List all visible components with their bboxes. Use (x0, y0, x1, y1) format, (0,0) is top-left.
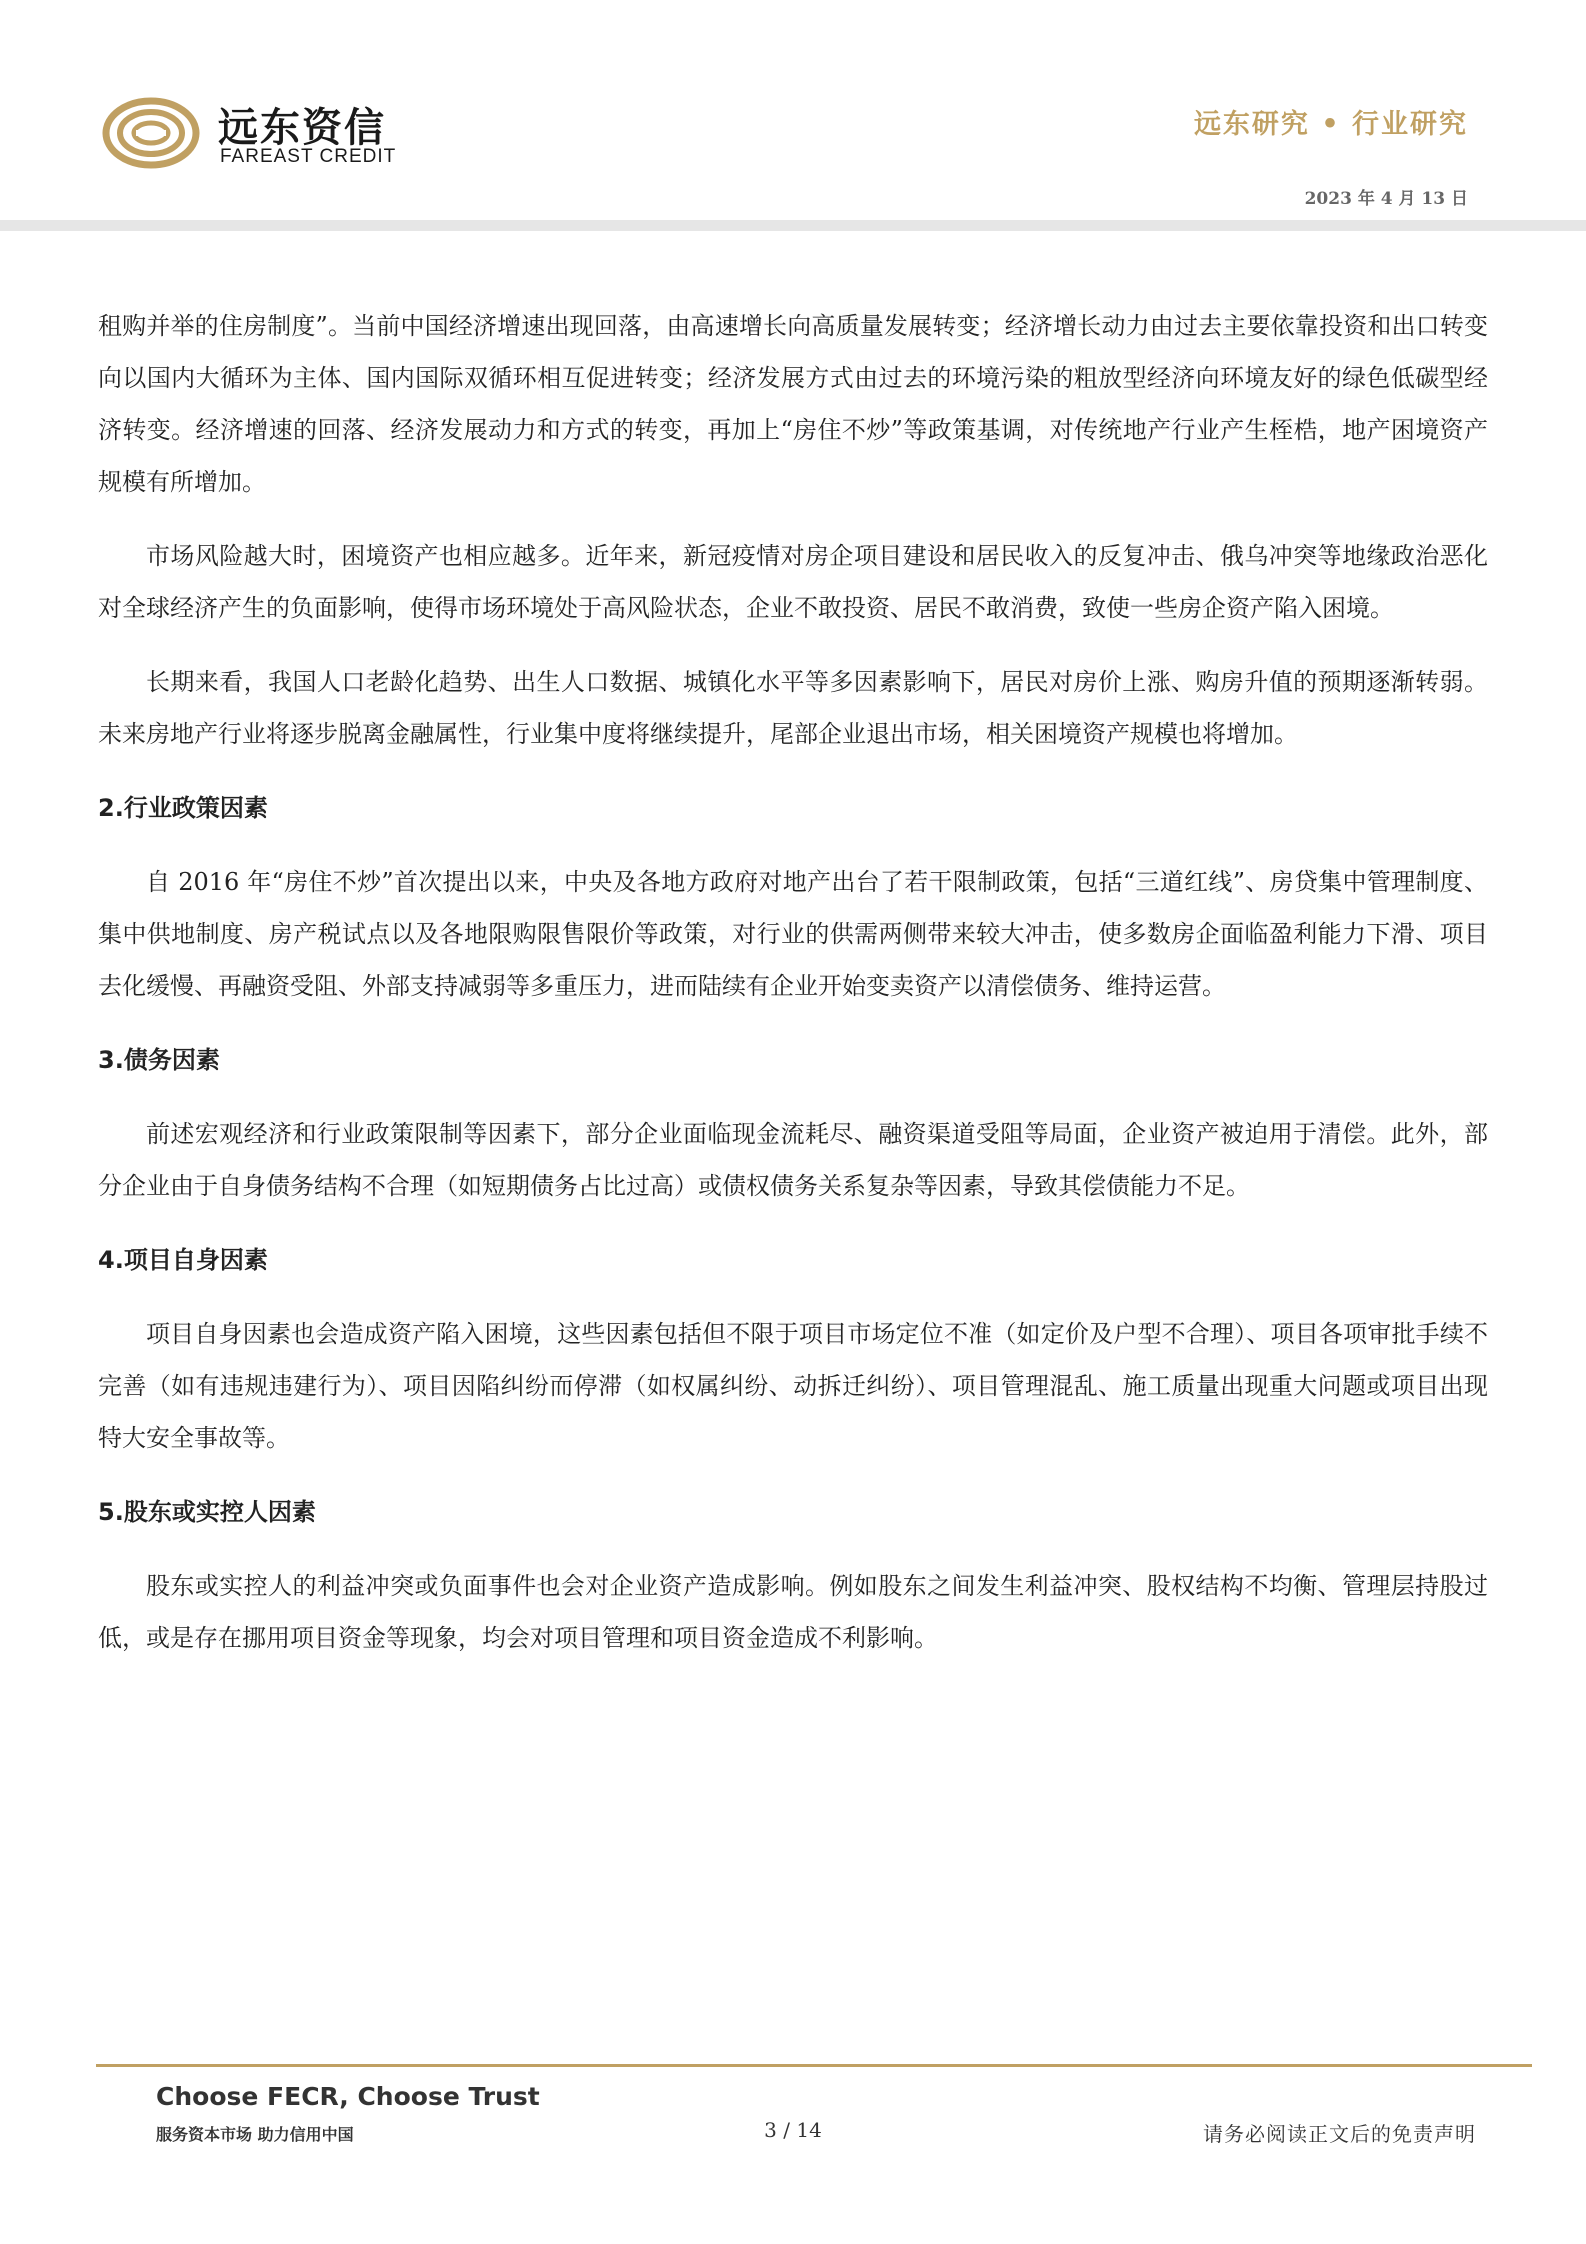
section-heading: 4.项目自身因素 (98, 1246, 268, 1274)
page-number: 3 / 14 (764, 2118, 822, 2142)
paragraph: 市场风险越大时，困境资产也相应越多。近年来，新冠疫情对房企项目建设和居民收入的反复冲击、俄乌冲突等地缘政治恶化对全球经济产生的负面影响，使得市场环境处于高风险状态，企业不敢投资、居民不敢消费，致使一些房企资产陷入困境。 (98, 542, 1488, 622)
section-heading: 5.股东或实控人因素 (98, 1498, 316, 1526)
brand-name-en: FAREAST CREDIT (220, 146, 397, 167)
header-divider (0, 220, 1586, 231)
footer-divider (96, 2064, 1532, 2067)
paragraph: 前述宏观经济和行业政策限制等因素下，部分企业面临现金流耗尽、融资渠道受阻等局面，企业资产被迫用于清偿。此外，部分企业由于自身债务结构不合理（如短期债务占比过高）或债权债务关系复杂等因素，导致其偿债能力不足。 (98, 1120, 1488, 1200)
section-heading: 2.行业政策因素 (98, 794, 268, 822)
page-header (0, 0, 1586, 230)
report-date: 2023 年 4 月 13 日 (1304, 189, 1468, 209)
footer-disclaimer: 请务必阅读正文后的免责声明 (1203, 2122, 1476, 2146)
paragraph: 长期来看，我国人口老龄化趋势、出生人口数据、城镇化水平等多因素影响下，居民对房价上涨、购房升值的预期逐渐转弱。未来房地产行业将逐步脱离金融属性，行业集中度将继续提升，尾部企业退出市场，相关困境资产规模也将增加。 (98, 668, 1488, 748)
document-body (98, 300, 1488, 1686)
fareast-logo-icon (96, 92, 206, 174)
section-heading: 3.债务因素 (98, 1046, 220, 1074)
footer-slogan-en: Choose FECR, Choose Trust (156, 2082, 540, 2111)
report-series: 远东研究 • 行业研究 (1193, 109, 1468, 140)
brand-name-cn: 远东资信 (218, 105, 386, 151)
paragraph: 租购并举的住房制度”。当前中国经济增速出现回落，由高速增长向高质量发展转变；经济增长动力由过去主要依靠投资和出口转变向以国内大循环为主体、国内国际双循环相互促进转变；经济发展方式由过去的环境污染的粗放型经济向环境友好的绿色低碳型经济转变。经济增速的回落、经济发展动力和方式的转变，再加上“房住不炒”等政策基调，对传统地产行业产生桎梏，地产困境资产规模有所增加。 (98, 312, 1488, 496)
paragraph: 股东或实控人的利益冲突或负面事件也会对企业资产造成影响。例如股东之间发生利益冲突、股权结构不均衡、管理层持股过低，或是存在挪用项目资金等现象，均会对项目管理和项目资金造成不利影响。 (98, 1572, 1488, 1652)
paragraph: 项目自身因素也会造成资产陷入困境，这些因素包括但不限于项目市场定位不准（如定价及户型不合理）、项目各项审批手续不完善（如有违规违建行为）、项目因陷纠纷而停滞（如权属纠纷、动拆迁纠纷）、项目管理混乱、施工质量出现重大问题或项目出现特大安全事故等。 (98, 1320, 1488, 1452)
footer-slogan-cn: 服务资本市场 助力信用中国 (156, 2125, 354, 2144)
paragraph: 自 2016 年“房住不炒”首次提出以来，中央及各地方政府对地产出台了若干限制政策，包括“三道红线”、房贷集中管理制度、集中供地制度、房产税试点以及各地限购限售限价等政策，对行业的供需两侧带来较大冲击，使多数房企面临盈利能力下滑、项目去化缓慢、再融资受阻、外部支持减弱等多重压力，进而陆续有企业开始变卖资产以清偿债务、维持运营。 (98, 868, 1488, 1000)
